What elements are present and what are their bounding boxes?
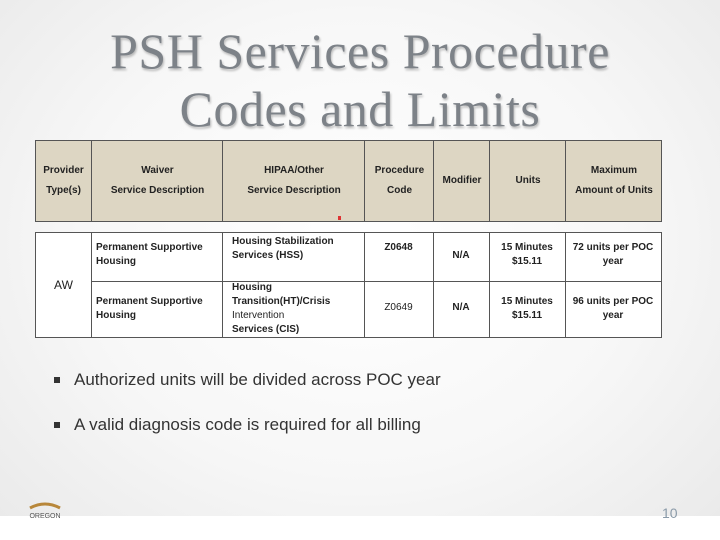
slide-title	[0, 22, 720, 138]
provider-type: AW	[54, 278, 73, 292]
header-provider: Provider Type(s)	[43, 165, 84, 196]
footer-bar	[0, 516, 720, 540]
bullet-item: Authorized units will be divided across POC year	[52, 368, 672, 392]
row2-hipaa: Housing Transition(HT)/Crisis Intervention Services (CIS)	[232, 282, 331, 335]
oregon-logo	[20, 498, 70, 520]
row1-code: Z0648	[384, 242, 413, 253]
slide-number: 10	[662, 505, 678, 521]
header-hipaa: HIPAA/Other Service Description	[222, 141, 365, 221]
codes-table	[35, 232, 662, 338]
row2-modifier: N/A	[452, 302, 470, 313]
header-units: Units	[489, 141, 566, 221]
bullet-list	[52, 368, 672, 458]
header-maximum: Maximum Amount of Units	[565, 141, 662, 221]
red-mark	[338, 216, 341, 220]
bullet-icon	[54, 422, 60, 428]
row2-units: 15 Minutes $15.11	[501, 296, 553, 321]
header-waiver: Waiver Service Description	[91, 141, 223, 221]
row1-units: 15 Minutes $15.11	[501, 242, 553, 267]
title-line-2: Codes and Limits	[179, 81, 541, 137]
table-header	[35, 140, 662, 222]
svg-text:OREGON: OREGON	[29, 513, 61, 520]
row1-waiver: Permanent Supportive Housing	[96, 242, 203, 267]
row1-maximum: 72 units per POC year	[572, 242, 654, 267]
bullet-item: A valid diagnosis code is required for all billing	[52, 413, 672, 437]
row2-code: Z0649	[384, 302, 413, 313]
row2-maximum: 96 units per POC year	[572, 296, 654, 321]
header-procedure-code: Procedure Code	[364, 141, 434, 221]
title-line-1: PSH Services Procedure	[110, 23, 610, 79]
row2-waiver: Permanent Supportive Housing	[96, 296, 203, 321]
bullet-icon	[54, 377, 60, 383]
header-modifier: Modifier	[433, 141, 490, 221]
row1-hipaa: Housing Stabilization Services (HSS)	[232, 236, 334, 261]
row1-modifier: N/A	[452, 250, 470, 261]
